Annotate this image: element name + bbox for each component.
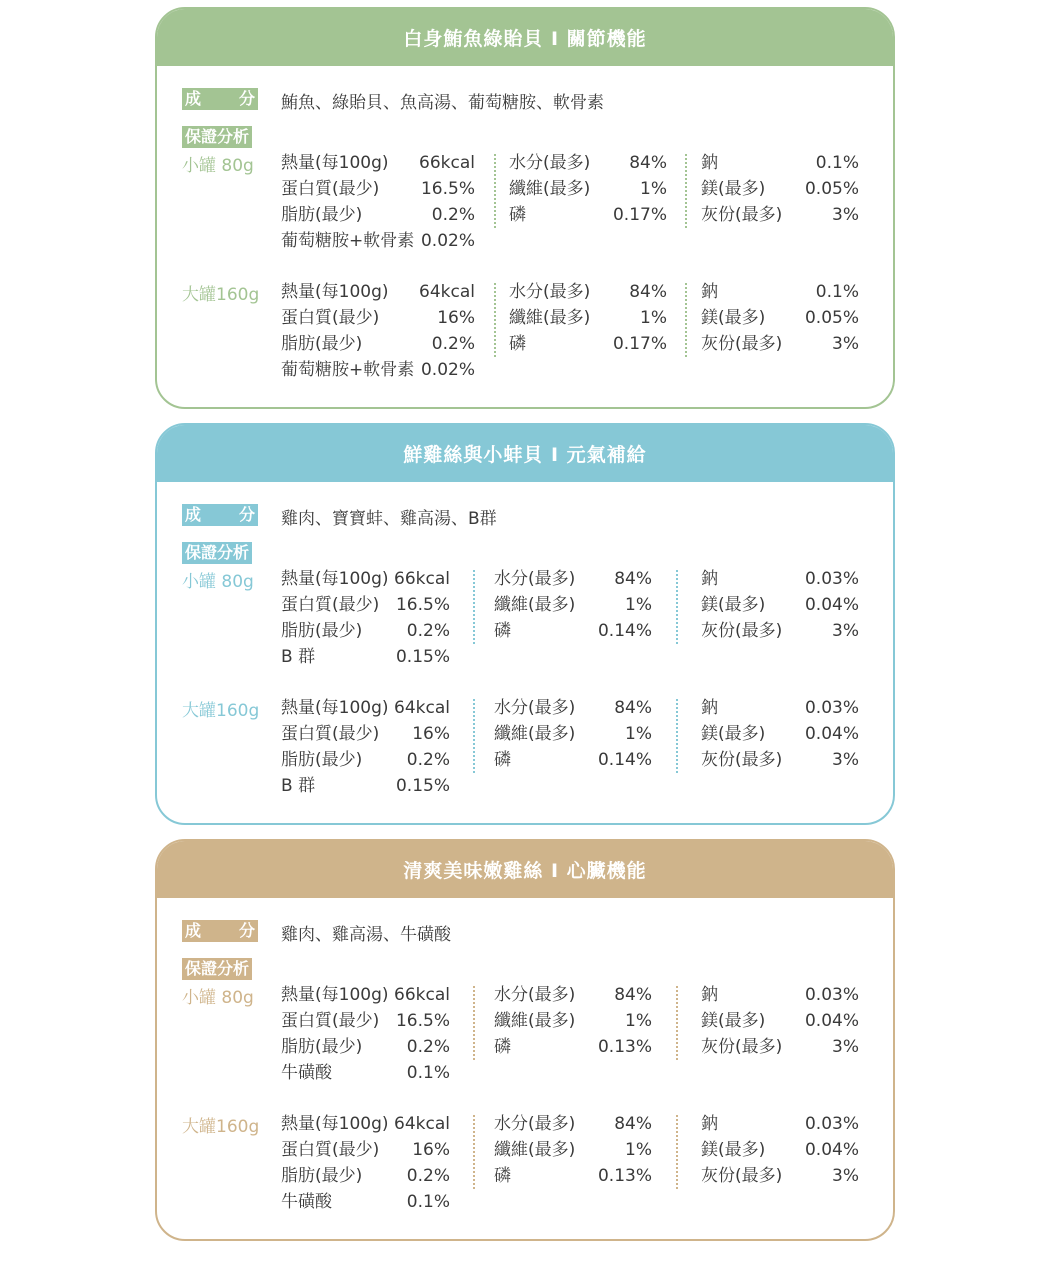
- nutrient-value: 0.2%: [431, 205, 475, 225]
- column-divider: [676, 986, 678, 1060]
- nutrient-row: [281, 644, 450, 670]
- analysis-grid: [281, 566, 881, 676]
- can-size-label: 大罐160g: [182, 701, 260, 721]
- nutrient-row: [701, 566, 859, 592]
- nutrient-name: 蛋白質(最少): [281, 595, 380, 615]
- nutrient-name: 蛋白質(最少): [281, 724, 380, 744]
- nutrient-name: 灰份(最多): [701, 334, 783, 354]
- can-size-label: 小罐 80g: [182, 572, 254, 592]
- nutrient-name: 脂肪(最少): [281, 334, 363, 354]
- nutrient-name: 蛋白質(最少): [281, 308, 380, 328]
- nutrient-name: 鎂(最多): [701, 308, 766, 328]
- nutrient-value: 3%: [832, 750, 859, 770]
- nutrient-name: 脂肪(最少): [281, 1166, 363, 1186]
- column-divider: [685, 154, 687, 228]
- nutrient-row: [281, 1137, 450, 1163]
- nutrient-value: 0.2%: [406, 1166, 450, 1186]
- nutrient-value: 84%: [629, 153, 667, 173]
- nutrient-name: 鈉: [701, 569, 718, 589]
- nutrient-value: 0.03%: [804, 985, 859, 1005]
- nutrient-value: 0.13%: [597, 1037, 652, 1057]
- nutrient-row: [281, 1111, 450, 1137]
- ingredients-text: 雞肉、寶寶蚌、雞高湯、B群: [281, 509, 497, 529]
- nutrient-value: 16.5%: [420, 179, 475, 199]
- nutrient-name: 水分(最多): [509, 282, 591, 302]
- nutrient-row: [701, 721, 859, 747]
- nutrient-value: 0.04%: [804, 1140, 859, 1160]
- nutrient-value: 64kcal: [394, 1114, 450, 1134]
- nutrient-row: [701, 150, 859, 176]
- nutrient-name: 牛磺酸: [281, 1192, 332, 1212]
- nutrient-value: 66kcal: [394, 985, 450, 1005]
- ingredients-tag-char-1: 成: [185, 921, 202, 940]
- nutrient-value: 1%: [625, 1011, 652, 1031]
- nutrient-name: 熱量(每100g): [281, 698, 389, 718]
- nutrient-row: [494, 1111, 652, 1137]
- analysis-tag: 保證分析: [182, 126, 252, 148]
- product-card: [155, 7, 895, 409]
- nutrient-value: 0.04%: [804, 724, 859, 744]
- nutrient-value: 64kcal: [394, 698, 450, 718]
- nutrient-row: [701, 695, 859, 721]
- card-title: 白身鮪魚綠貽貝 I 關節機能: [157, 9, 893, 66]
- nutrient-row: [281, 1189, 450, 1215]
- nutrient-row: [509, 279, 667, 305]
- product-card: [155, 839, 895, 1241]
- nutrient-name: 鈉: [701, 985, 718, 1005]
- nutrient-row: [494, 1137, 652, 1163]
- ingredients-text: 鮪魚、綠貽貝、魚高湯、葡萄糖胺、軟骨素: [281, 93, 604, 113]
- nutrient-value: 1%: [625, 724, 652, 744]
- nutrient-value: 0.15%: [395, 647, 450, 667]
- nutrient-row: [701, 982, 859, 1008]
- nutrient-row: [281, 228, 475, 254]
- nutrient-row: [281, 1163, 450, 1189]
- ingredients-tag-char-2: 分: [238, 921, 255, 940]
- column-divider: [473, 699, 475, 773]
- nutrient-name: 葡萄糖胺+軟骨素: [281, 231, 415, 251]
- nutrient-value: 0.03%: [804, 1114, 859, 1134]
- nutrient-value: 0.1%: [815, 153, 859, 173]
- nutrient-name: 鈉: [701, 282, 718, 302]
- nutrient-name: 脂肪(最少): [281, 205, 363, 225]
- nutrient-name: 熱量(每100g): [281, 569, 389, 589]
- nutrient-row: [509, 331, 667, 357]
- nutrient-row: [281, 618, 450, 644]
- nutrient-name: 磷: [509, 205, 526, 225]
- nutrient-name: 水分(最多): [494, 698, 576, 718]
- nutrient-name: 磷: [494, 621, 511, 641]
- can-size-label: 大罐160g: [182, 1117, 260, 1137]
- ingredients-tag: [182, 88, 258, 110]
- nutrient-value: 1%: [625, 1140, 652, 1160]
- nutrient-name: 鈉: [701, 1114, 718, 1134]
- nutrient-value: 3%: [832, 334, 859, 354]
- nutrient-value: 3%: [832, 1166, 859, 1186]
- nutrient-value: 1%: [640, 179, 667, 199]
- nutrient-name: 蛋白質(最少): [281, 1140, 380, 1160]
- nutrient-value: 0.2%: [431, 334, 475, 354]
- column-divider: [676, 1115, 678, 1189]
- nutrient-value: 0.2%: [406, 750, 450, 770]
- nutrient-value: 84%: [614, 698, 652, 718]
- nutrient-row: [701, 1163, 859, 1189]
- nutrient-value: 84%: [614, 1114, 652, 1134]
- nutrient-name: 熱量(每100g): [281, 153, 389, 173]
- nutrient-row: [281, 150, 475, 176]
- analysis-grid: [281, 279, 881, 389]
- nutrient-name: 灰份(最多): [701, 1166, 783, 1186]
- nutrient-row: [701, 331, 859, 357]
- product-card: [155, 423, 895, 825]
- nutrient-name: 鎂(最多): [701, 595, 766, 615]
- nutrient-value: 0.02%: [420, 360, 475, 380]
- nutrient-value: 0.17%: [612, 334, 667, 354]
- analysis-grid: [281, 695, 881, 805]
- nutrient-row: [494, 747, 652, 773]
- nutrient-row: [494, 1034, 652, 1060]
- nutrient-value: 64kcal: [419, 282, 475, 302]
- nutrient-name: 蛋白質(最少): [281, 179, 380, 199]
- nutrient-value: 3%: [832, 1037, 859, 1057]
- nutrient-value: 0.13%: [597, 1166, 652, 1186]
- nutrient-row: [701, 747, 859, 773]
- nutrient-value: 0.1%: [406, 1063, 450, 1083]
- nutrient-value: 84%: [614, 569, 652, 589]
- nutrient-row: [701, 279, 859, 305]
- nutrient-name: 灰份(最多): [701, 1037, 783, 1057]
- analysis-tag: 保證分析: [182, 542, 252, 564]
- card-title: 鮮雞絲與小蚌貝 I 元氣補給: [157, 425, 893, 482]
- nutrient-name: 灰份(最多): [701, 621, 783, 641]
- nutrient-value: 0.05%: [804, 308, 859, 328]
- nutrient-name: 水分(最多): [494, 569, 576, 589]
- ingredients-text: 雞肉、雞高湯、牛磺酸: [281, 925, 451, 945]
- nutrient-row: [701, 1008, 859, 1034]
- nutrient-row: [281, 1034, 450, 1060]
- nutrient-row: [281, 331, 475, 357]
- nutrient-name: 鈉: [701, 153, 718, 173]
- nutrient-row: [281, 566, 450, 592]
- nutrient-row: [494, 1008, 652, 1034]
- nutrient-name: 熱量(每100g): [281, 1114, 389, 1134]
- nutrient-value: 0.04%: [804, 595, 859, 615]
- nutrient-name: 熱量(每100g): [281, 282, 389, 302]
- nutrient-name: 灰份(最多): [701, 750, 783, 770]
- nutrient-name: 熱量(每100g): [281, 985, 389, 1005]
- nutrient-value: 0.04%: [804, 1011, 859, 1031]
- nutrient-row: [281, 747, 450, 773]
- nutrient-row: [281, 279, 475, 305]
- column-divider: [473, 570, 475, 644]
- nutrient-value: 0.1%: [406, 1192, 450, 1212]
- nutrient-name: 水分(最多): [494, 985, 576, 1005]
- ingredients-tag: [182, 504, 258, 526]
- card-title: 清爽美味嫩雞絲 I 心臟機能: [157, 841, 893, 898]
- nutrient-value: 0.02%: [420, 231, 475, 251]
- nutrient-value: 0.05%: [804, 179, 859, 199]
- nutrient-row: [494, 1163, 652, 1189]
- nutrient-name: 水分(最多): [509, 153, 591, 173]
- nutrient-value: 0.03%: [804, 698, 859, 718]
- nutrient-row: [281, 357, 475, 383]
- nutrient-row: [281, 1060, 450, 1086]
- nutrient-row: [701, 176, 859, 202]
- nutrient-name: 水分(最多): [494, 1114, 576, 1134]
- nutrient-row: [281, 592, 450, 618]
- can-size-label: 小罐 80g: [182, 988, 254, 1008]
- nutrient-value: 0.17%: [612, 205, 667, 225]
- nutrient-row: [701, 1111, 859, 1137]
- column-divider: [676, 570, 678, 644]
- column-divider: [473, 1115, 475, 1189]
- nutrient-name: 纖維(最多): [509, 308, 591, 328]
- nutrient-row: [509, 150, 667, 176]
- ingredients-tag: [182, 920, 258, 942]
- ingredients-tag-char-1: 成: [185, 89, 202, 108]
- nutrient-row: [509, 176, 667, 202]
- column-divider: [676, 699, 678, 773]
- ingredients-tag-char-2: 分: [238, 505, 255, 524]
- nutrient-name: 纖維(最多): [494, 1140, 576, 1160]
- nutrient-value: 3%: [832, 621, 859, 641]
- nutrient-row: [494, 982, 652, 1008]
- column-divider: [494, 283, 496, 357]
- nutrient-name: 鎂(最多): [701, 724, 766, 744]
- ingredients-tag-char-1: 成: [185, 505, 202, 524]
- nutrient-row: [281, 695, 450, 721]
- nutrient-value: 0.14%: [597, 750, 652, 770]
- nutrient-name: B 群: [281, 776, 316, 796]
- nutrient-row: [701, 1137, 859, 1163]
- nutrient-row: [494, 695, 652, 721]
- nutrient-value: 0.1%: [815, 282, 859, 302]
- analysis-tag: 保證分析: [182, 958, 252, 980]
- nutrient-value: 16%: [437, 308, 475, 328]
- nutrient-name: B 群: [281, 647, 316, 667]
- nutrient-value: 0.2%: [406, 1037, 450, 1057]
- nutrient-row: [701, 618, 859, 644]
- nutrient-name: 磷: [494, 1037, 511, 1057]
- nutrient-name: 脂肪(最少): [281, 750, 363, 770]
- analysis-grid: [281, 1111, 881, 1221]
- nutrient-value: 16.5%: [395, 595, 450, 615]
- nutrient-name: 鎂(最多): [701, 179, 766, 199]
- analysis-grid: [281, 150, 881, 260]
- nutrient-name: 脂肪(最少): [281, 621, 363, 641]
- nutrient-row: [701, 592, 859, 618]
- nutrient-value: 84%: [629, 282, 667, 302]
- nutrient-name: 纖維(最多): [494, 724, 576, 744]
- column-divider: [473, 986, 475, 1060]
- can-size-label: 大罐160g: [182, 285, 260, 305]
- nutrient-value: 0.15%: [395, 776, 450, 796]
- nutrient-name: 葡萄糖胺+軟骨素: [281, 360, 415, 380]
- nutrient-row: [509, 305, 667, 331]
- nutrient-name: 鈉: [701, 698, 718, 718]
- nutrient-value: 0.14%: [597, 621, 652, 641]
- nutrient-value: 0.2%: [406, 621, 450, 641]
- nutrient-row: [281, 176, 475, 202]
- nutrient-row: [701, 1034, 859, 1060]
- nutrient-name: 纖維(最多): [494, 595, 576, 615]
- nutrient-name: 纖維(最多): [509, 179, 591, 199]
- nutrient-row: [701, 305, 859, 331]
- nutrient-name: 牛磺酸: [281, 1063, 332, 1083]
- nutrient-name: 脂肪(最少): [281, 1037, 363, 1057]
- nutrient-name: 鎂(最多): [701, 1140, 766, 1160]
- nutrient-value: 84%: [614, 985, 652, 1005]
- nutrient-name: 灰份(最多): [701, 205, 783, 225]
- nutrient-row: [281, 1008, 450, 1034]
- nutrient-row: [494, 618, 652, 644]
- nutrient-row: [281, 202, 475, 228]
- nutrient-row: [281, 721, 450, 747]
- nutrient-row: [494, 721, 652, 747]
- nutrient-value: 1%: [640, 308, 667, 328]
- can-size-label: 小罐 80g: [182, 156, 254, 176]
- nutrient-name: 蛋白質(最少): [281, 1011, 380, 1031]
- ingredients-tag-char-2: 分: [238, 89, 255, 108]
- nutrient-value: 16%: [412, 1140, 450, 1160]
- nutrient-row: [701, 202, 859, 228]
- nutrient-row: [281, 982, 450, 1008]
- column-divider: [685, 283, 687, 357]
- nutrient-name: 磷: [509, 334, 526, 354]
- nutrient-name: 鎂(最多): [701, 1011, 766, 1031]
- nutrient-value: 16%: [412, 724, 450, 744]
- nutrient-row: [494, 566, 652, 592]
- nutrient-value: 1%: [625, 595, 652, 615]
- column-divider: [494, 154, 496, 228]
- nutrient-row: [281, 305, 475, 331]
- nutrient-value: 0.03%: [804, 569, 859, 589]
- nutrient-name: 纖維(最多): [494, 1011, 576, 1031]
- analysis-grid: [281, 982, 881, 1092]
- nutrient-row: [494, 592, 652, 618]
- nutrient-value: 3%: [832, 205, 859, 225]
- nutrient-row: [509, 202, 667, 228]
- nutrient-value: 66kcal: [419, 153, 475, 173]
- nutrient-value: 16.5%: [395, 1011, 450, 1031]
- nutrient-name: 磷: [494, 750, 511, 770]
- nutrient-value: 66kcal: [394, 569, 450, 589]
- nutrient-row: [281, 773, 450, 799]
- nutrient-name: 磷: [494, 1166, 511, 1186]
